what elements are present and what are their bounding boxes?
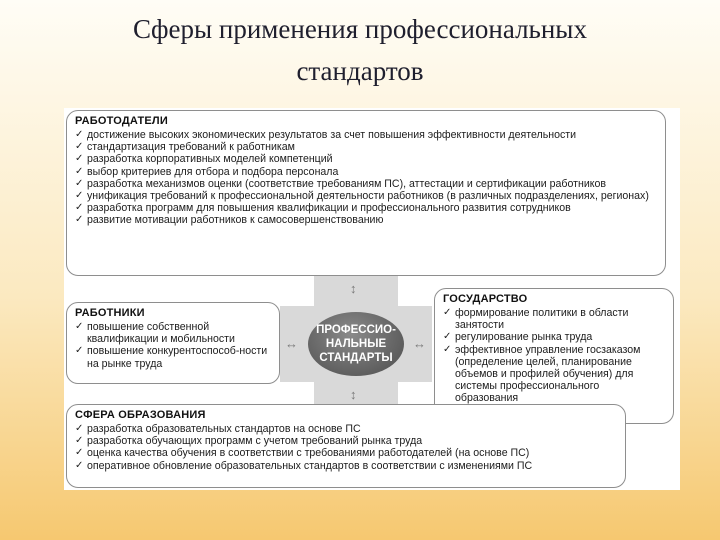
list-item: ✓ оценка качества обучения в соответствии с требованиями работодателей (на основе ПС): [75, 447, 530, 460]
education-heading: СФЕРА ОБРАЗОВАНИЯ: [75, 409, 206, 421]
slide-title: [0, 8, 720, 92]
list-item: ✓ повышение конкурентоспособ-ности на рынке труда: [75, 345, 268, 370]
workers-heading: РАБОТНИКИ: [75, 307, 145, 319]
employers-box: [66, 110, 666, 276]
list-item: ✓ эффективное управление госзаказом (определение целей, планирование объемов и профилей обучения) для системы профессионального образования: [443, 343, 641, 405]
list-item: ✓ разработка программ для повышения квалификации и профессионального развития сотрудников: [75, 202, 571, 215]
check-icon: ✓: [443, 331, 452, 343]
arrow-right-icon: ↔: [413, 336, 426, 351]
list-item: ✓ регулирование рынка труда: [443, 331, 593, 344]
center-professional-standards: [308, 312, 404, 376]
list-item: ✓ формирование политики в области занятости: [443, 307, 629, 332]
check-icon: ✓: [75, 177, 84, 189]
title-line-1: Сферы применения профессиональных: [133, 14, 587, 44]
check-icon: ✓: [75, 435, 84, 447]
check-icon: ✓: [75, 165, 84, 177]
check-icon: ✓: [75, 345, 84, 357]
list-item: ✓ достижение высоких экономических результатов за счет повышения эффективности деятельности: [75, 129, 577, 141]
education-list: [75, 423, 615, 472]
check-icon: ✓: [75, 129, 84, 140]
list-item: ✓ повышение собственной квалификации и мобильности: [75, 321, 235, 346]
title-line-2: стандартов: [296, 56, 424, 86]
list-item: ✓ выбор критериев для отбора и подбора персонала: [75, 165, 339, 178]
center-line-2: НАЛЬНЫЕ: [325, 338, 387, 350]
check-icon: ✓: [75, 202, 84, 214]
employers-heading: РАБОТОДАТЕЛИ: [75, 115, 168, 127]
employers-list: [75, 129, 655, 227]
center-line-1: ПРОФЕССИО-: [316, 324, 396, 336]
center-line-3: СТАНДАРТЫ: [319, 352, 393, 364]
check-icon: ✓: [75, 190, 84, 202]
check-icon: ✓: [443, 343, 452, 355]
check-icon: ✓: [75, 214, 84, 226]
arrow-up-icon: ↕: [350, 281, 357, 296]
workers-box: [66, 302, 280, 384]
check-icon: ✓: [75, 153, 84, 165]
check-icon: ✓: [75, 459, 84, 471]
education-box: [66, 404, 626, 488]
check-icon: ✓: [75, 423, 84, 434]
check-icon: ✓: [75, 321, 84, 332]
list-item: ✓ стандартизация требований к работникам: [75, 141, 295, 154]
arrow-left-icon: ↔: [285, 336, 298, 351]
list-item: ✓ разработка образовательных стандартов на основе ПС: [75, 423, 361, 435]
list-item: ✓ разработка механизмов оценки (соответствие требованиям ПС), аттестации и сертификации работников: [75, 177, 607, 190]
list-item: ✓ унификация требований к профессиональной деятельности работников (в различных подразделениях, регионах): [75, 190, 649, 203]
check-icon: ✓: [75, 141, 84, 153]
workers-list: [75, 321, 269, 370]
arrow-down-icon: ↕: [350, 387, 357, 402]
state-heading: ГОСУДАРСТВО: [443, 293, 528, 305]
check-icon: ✓: [443, 307, 452, 318]
list-item: ✓ разработка обучающих программ с учетом требований рынка труда: [75, 435, 423, 448]
state-list: [443, 307, 663, 405]
list-item: ✓ разработка корпоративных моделей компетенций: [75, 153, 333, 166]
list-item: ✓ развитие мотивации работников к самосовершенствованию: [75, 214, 384, 227]
list-item: ✓ оперативное обновление образовательных стандартов в соответствии с изменениями ПС: [75, 459, 533, 472]
check-icon: ✓: [75, 447, 84, 459]
